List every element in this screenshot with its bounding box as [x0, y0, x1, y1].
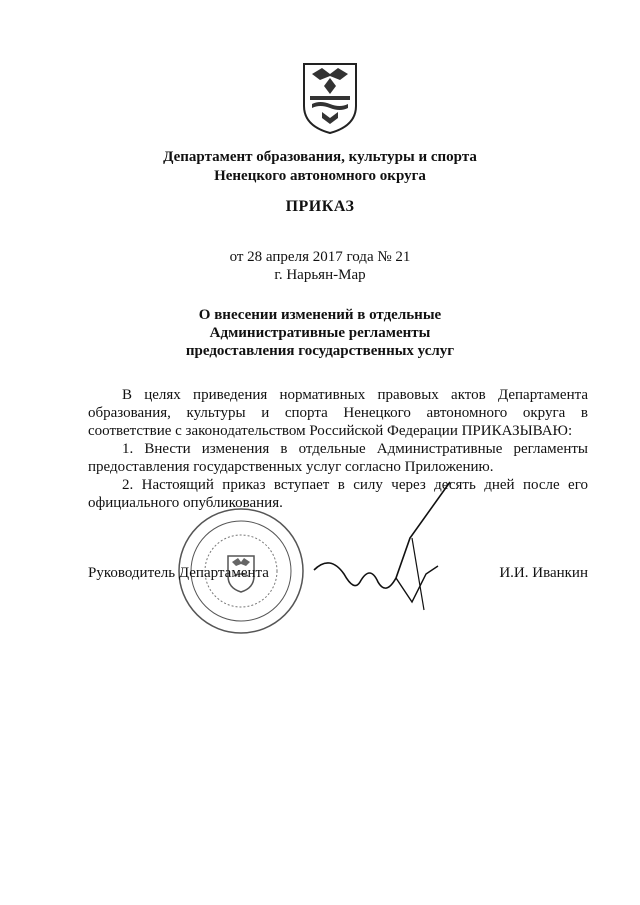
preamble-paragraph: В целях приведения нормативных правовых актов Департамента образования, культуры и спорта Ненецкого автономного округа в соответствие с законодательством Российской Федерации ПРИКАЗЫВАЮ: [88, 387, 588, 439]
subject-line-1: О внесении изменений в отдельные [198, 307, 442, 323]
order-item-2: 2. Настоящий приказ вступает в силу через десять дней после его официального опубликования. [88, 477, 588, 511]
date-block [0, 248, 640, 284]
order-subject [0, 306, 640, 360]
order-date-number: от 28 апреля 2017 года № 21 [229, 249, 411, 265]
order-item-1: 1. Внести изменения в отдельные Административные регламенты предоставления государственных услуг согласно Приложению. [88, 441, 588, 475]
subject-line-2: Административные регламенты [209, 325, 431, 341]
department-header [0, 148, 640, 186]
signatory-name: И.И. Иванкин [499, 565, 588, 581]
signatory-position: Руководитель Департамента [88, 565, 269, 581]
document-title: ПРИКАЗ [285, 198, 355, 215]
subject-line-3: предоставления государственных услуг [185, 343, 455, 359]
department-region: Ненецкого автономного округа [214, 168, 426, 184]
coat-of-arms-icon [300, 60, 360, 136]
department-name: Департамент образования, культуры и спорта [163, 149, 477, 165]
handwritten-signature-icon [300, 478, 470, 618]
order-city: г. Нарьян-Мар [274, 267, 366, 283]
